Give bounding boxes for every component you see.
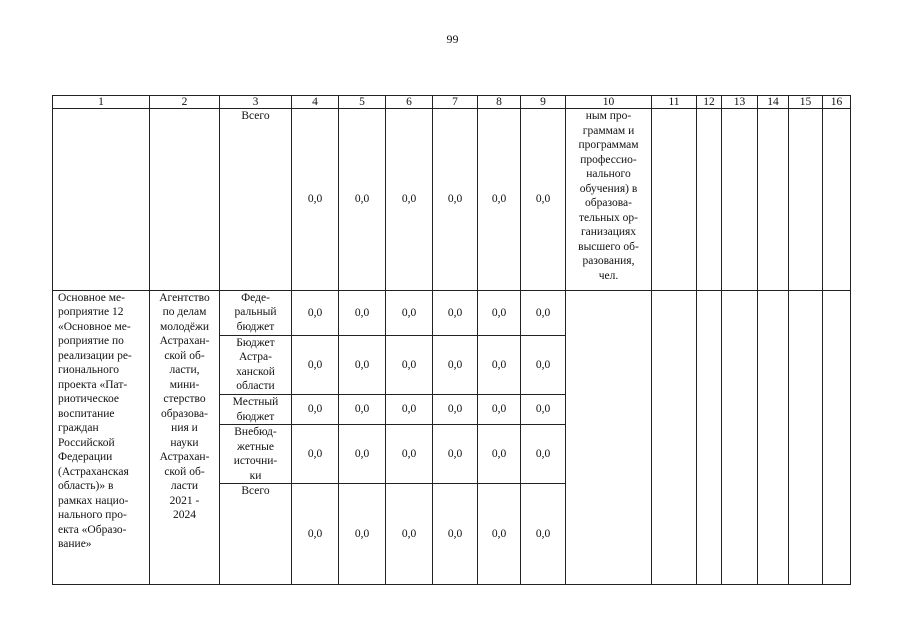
column-header: 3: [220, 96, 292, 109]
value-cell: 0,0: [521, 290, 566, 335]
column-header: 8: [478, 96, 521, 109]
header-row: [53, 96, 851, 109]
value-cell: 0,0: [292, 395, 339, 425]
column-header: 13: [722, 96, 758, 109]
column-header: 4: [292, 96, 339, 109]
value-cell: 0,0: [521, 109, 566, 291]
value-cell: 0,0: [339, 109, 386, 291]
column-header: 12: [697, 96, 722, 109]
funding-source: Внебюд- жетные источни- ки: [220, 425, 292, 484]
value-cell: 0,0: [339, 335, 386, 394]
value-cell: 0,0: [433, 425, 478, 484]
executor-cell-empty: [150, 109, 220, 291]
funding-source: Всего: [220, 109, 292, 291]
value-cell: 0,0: [386, 484, 433, 585]
page-number: 99: [446, 32, 459, 46]
funding-source: Бюджет Астра- ханской области: [220, 335, 292, 394]
column-header: 14: [758, 96, 789, 109]
value-cell: 0,0: [521, 484, 566, 585]
value-cell: 0,0: [433, 484, 478, 585]
value-cell: 0,0: [339, 484, 386, 585]
column-header: 9: [521, 96, 566, 109]
event-cell-empty: [53, 109, 150, 291]
value-cell: 0,0: [292, 109, 339, 291]
executor: Агентство по делам молодёжи Астрахан- ской об- ласти, мини- стерство образова- ния и науки Астрахан- ской об- ласти 2021 - 2024: [150, 290, 220, 584]
value-cell: 0,0: [339, 425, 386, 484]
value-cell: 0,0: [433, 290, 478, 335]
value-cell: 0,0: [292, 484, 339, 585]
column-header: 10: [566, 96, 652, 109]
value-cell: 0,0: [292, 425, 339, 484]
column-header: 5: [339, 96, 386, 109]
value-cell: 0,0: [386, 109, 433, 291]
column-header: 7: [433, 96, 478, 109]
value-cell: 0,0: [386, 425, 433, 484]
value-cell: 0,0: [292, 290, 339, 335]
value-cell: 0,0: [339, 290, 386, 335]
value-cell: 0,0: [478, 109, 521, 291]
value-cell: 0,0: [433, 395, 478, 425]
column-header: 15: [789, 96, 823, 109]
value-cell: 0,0: [339, 395, 386, 425]
table-row: [53, 109, 851, 291]
value-cell: 0,0: [386, 395, 433, 425]
budget-table: [52, 95, 851, 585]
column-header: 11: [652, 96, 697, 109]
value-cell: 0,0: [521, 335, 566, 394]
event-description: Основное ме- роприятие 12 «Основное ме- роприятие по реализации ре- гионального проекта «Пат- риотическое воспитание граждан Российской Федерации (Астраханская область)» в рамках нацио- нального про- екта «Образо- вание»: [53, 290, 150, 584]
funding-source: Всего: [220, 484, 292, 585]
value-cell: 0,0: [433, 335, 478, 394]
value-cell: 0,0: [386, 335, 433, 394]
value-cell: 0,0: [521, 395, 566, 425]
value-cell: 0,0: [478, 425, 521, 484]
value-cell: 0,0: [478, 290, 521, 335]
value-cell: 0,0: [478, 395, 521, 425]
value-cell: 0,0: [478, 335, 521, 394]
funding-source: Местный бюджет: [220, 395, 292, 425]
value-cell: 0,0: [292, 335, 339, 394]
table-row: [53, 290, 851, 335]
column-header: 6: [386, 96, 433, 109]
funding-source: Феде- ральный бюджет: [220, 290, 292, 335]
indicator-text: ным про- граммам и программам профессио- нального обучения) в образова- тельных ор- ганизациях высшего об- разования, чел.: [566, 109, 652, 291]
column-header: 2: [150, 96, 220, 109]
value-cell: 0,0: [478, 484, 521, 585]
column-header: 16: [823, 96, 851, 109]
column-header: 1: [53, 96, 150, 109]
value-cell: 0,0: [521, 425, 566, 484]
value-cell: 0,0: [433, 109, 478, 291]
value-cell: 0,0: [386, 290, 433, 335]
